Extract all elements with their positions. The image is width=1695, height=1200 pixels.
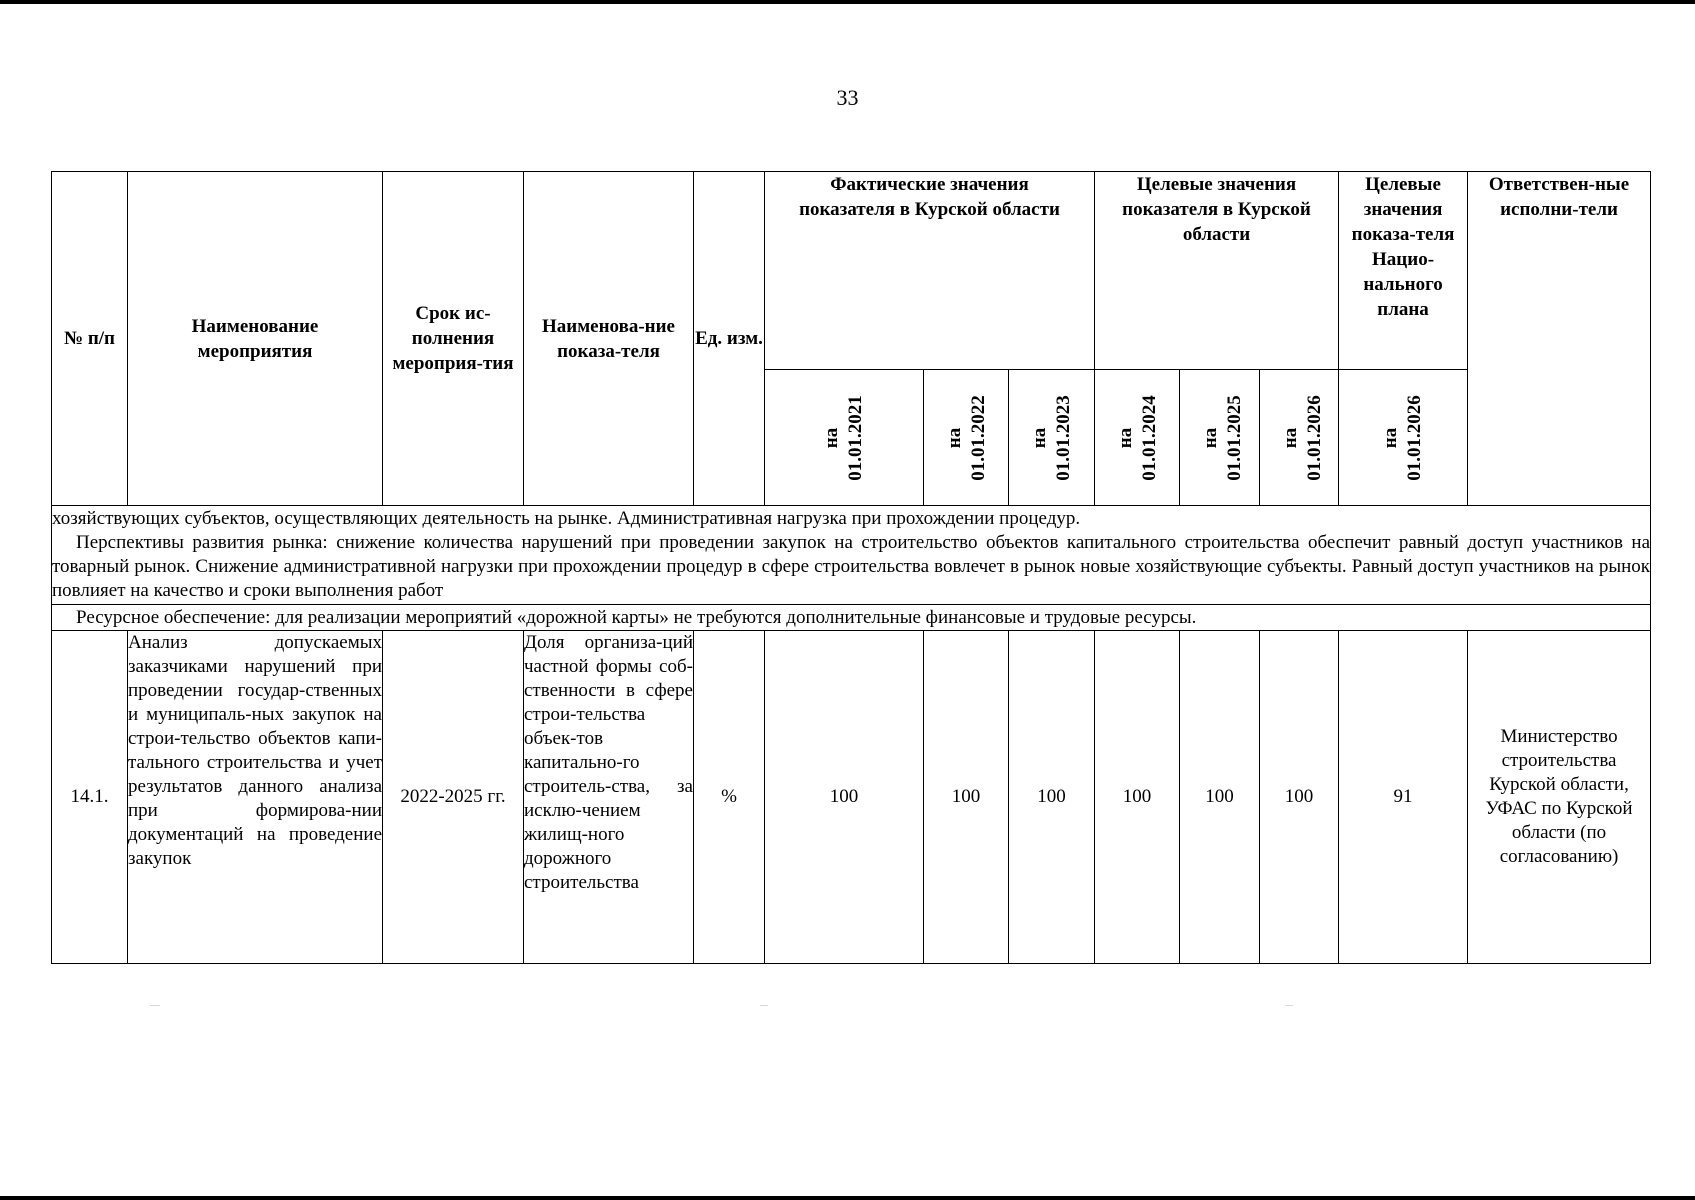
header-term: Срок ис-полнения мероприя-тия (383, 172, 524, 506)
date-col-6: на 01.01.2026 (1260, 370, 1339, 506)
header-actual-group: Фактические значения показателя в Курской области (765, 172, 1095, 370)
row-value-2021: 100 (765, 631, 924, 964)
date-col-4: на 01.01.2024 (1095, 370, 1180, 506)
row-value-national-2026: 91 (1339, 631, 1468, 964)
row-value-2026: 100 (1260, 631, 1339, 964)
header-target-group: Целевые значения показателя в Курской области (1095, 172, 1339, 370)
scan-artifact-line-right (1285, 1005, 1293, 1006)
date-col-2: на 01.01.2022 (924, 370, 1009, 506)
row-measure: Анализ допускаемых заказчиками нарушений при проведении государ-ственных и муниципаль-ных закупок на строи-тельство объектов капи-тального строительства и учет результатов данного анализа при формирова-нии документаций на проведение закупок (128, 631, 383, 964)
header-measure: Наименование мероприятия (128, 172, 383, 506)
header-unit: Ед. изм. (694, 172, 765, 506)
row-value-2023: 100 (1009, 631, 1095, 964)
row-term: 2022-2025 гг. (383, 631, 524, 964)
roadmap-table (51, 171, 1651, 964)
scan-artifact-line-left (150, 1005, 160, 1006)
row-value-2025: 100 (1180, 631, 1260, 964)
page-number: 33 (836, 85, 859, 110)
row-value-2022: 100 (924, 631, 1009, 964)
resource-row (52, 605, 1651, 631)
date-col-7: на 01.01.2026 (1339, 370, 1468, 506)
header-national-group: Целевые значения показа-теля Нацио-нального плана (1339, 172, 1468, 370)
row-num: 14.1. (52, 631, 128, 964)
market-prospects-text: Перспективы развития рынка: снижение количества нарушений при проведении закупок на строительство объектов капитального строительства обеспечит равный доступ участников на товарный рынок. Снижение административной нагрузки при прохождении процедур в сфере строительства вовлечет в рынок новые хозяйствующие субъекты. Равный доступ участников на рынок повлияет на качество и сроки выполнения работ (52, 532, 1651, 601)
header-indicator: Наименова-ние показа-теля (524, 172, 694, 506)
date-col-3: на 01.01.2023 (1009, 370, 1095, 506)
date-col-5: на 01.01.2025 (1180, 370, 1260, 506)
row-indicator: Доля организа-ций частной формы соб-ственности в сфере строи-тельства объек-тов капитально-го строитель-ства, за исклю-чением жилищ-ного дорожного строительства (524, 631, 694, 964)
scan-border-top (0, 0, 1695, 4)
market-description-line-1: хозяйствующих субъектов, осуществляющих деятельность на рынке. Административная нагрузка при прохождении процедур. (52, 508, 1081, 529)
header-responsible: Ответствен-ные исполни-тели (1468, 172, 1651, 506)
scan-border-bottom (0, 1196, 1695, 1200)
row-responsible: Министерство строительства Курской области, УФАС по Курской области (по согласованию) (1468, 631, 1651, 964)
scan-artifact-line-mid (760, 1005, 768, 1006)
row-unit: % (694, 631, 765, 964)
row-value-2024: 100 (1095, 631, 1180, 964)
date-col-1: на 01.01.2021 (765, 370, 924, 506)
market-description-row (52, 506, 1651, 605)
resource-text: Ресурсное обеспечение: для реализации мероприятий «дорожной карты» не требуются дополнительные финансовые и трудовые ресурсы. (76, 606, 1197, 628)
header-num: № п/п (52, 172, 128, 506)
